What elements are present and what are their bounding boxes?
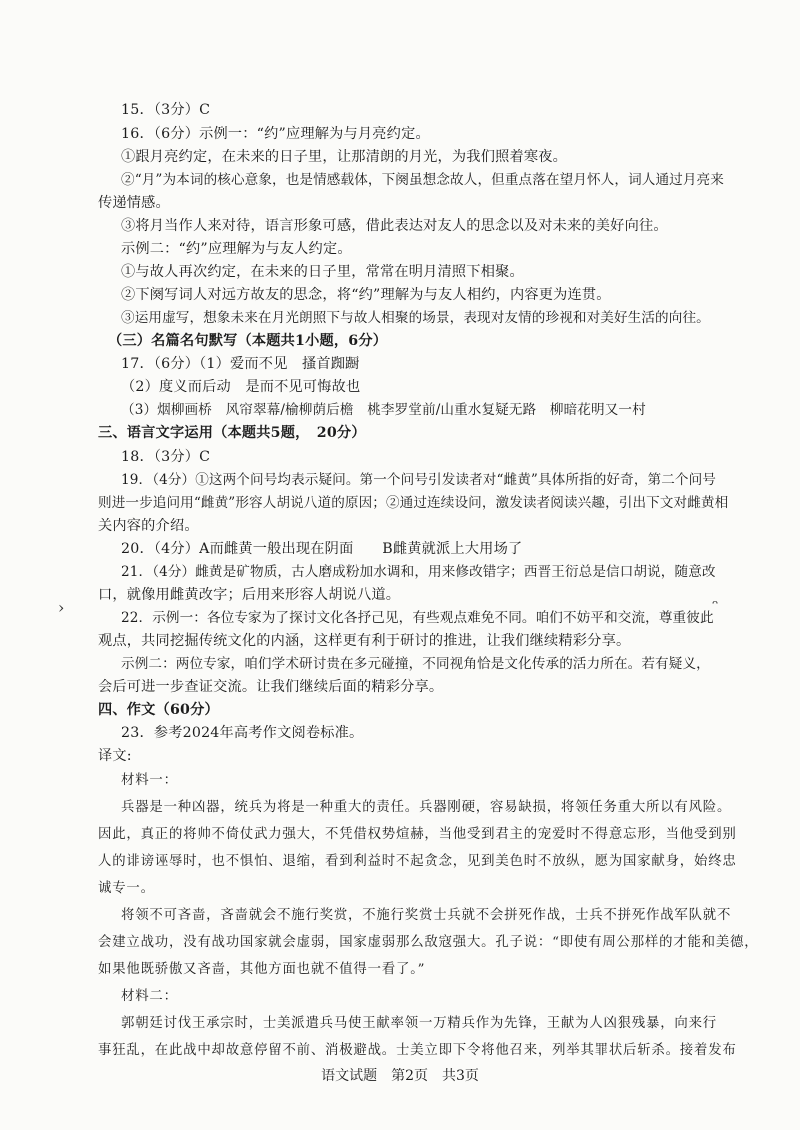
answer-22-example-1: 22．示例一：各位专家为了探讨文化各抒己见，有些观点难免不同。咱们不妨平和交流，尊重彼此 bbox=[121, 610, 714, 626]
answer-19-cont-2: 关内容的介绍。 bbox=[98, 518, 199, 534]
material-2-heading: 材料二： bbox=[121, 989, 178, 1004]
answer-16-point-3: ③将月当作人来对待，语言形象可感，借此表达对友人的思念以及对未来的美好向往。 bbox=[121, 218, 668, 234]
answer-16-ex2-point-3: ③运用虚写，想象未来在月光朗照下与故人相聚的场景，表现对友情的珍视和对美好生活的向往。 bbox=[121, 310, 710, 326]
answer-22-example-2-cont: 会后可进一步查证交流。让我们继续后面的精彩分享。 bbox=[98, 679, 444, 695]
material-1-line-4: 诚专一。 bbox=[98, 881, 155, 896]
material-2-line-2: 事狂乱，在此战中却故意停留不前、消极避战。士美立即下令将他召来，列举其罪状后斩杀。接着发布 bbox=[98, 1043, 737, 1058]
answer-21-cont: 口，就像用雌黄改字；后用来形容人胡说八道。 bbox=[98, 587, 401, 603]
material-1-line-3: 人的诽谤诬辱时，也不惧怕、退缩，看到利益时不起贪念，见到美色时不放纵，愿为国家献身，始终忠 bbox=[98, 854, 737, 869]
material-1-line-2: 因此，真正的将帅不倚仗武力强大，不凭借权势煊赫，当他受到君主的宠爱时不得意忘形，当他受到别 bbox=[98, 827, 737, 842]
answer-18: 18．（3分）C bbox=[121, 449, 211, 465]
section-language-heading: 三、语言文字运用（本题共5题， 20分） bbox=[98, 425, 366, 441]
material-2-line-1: 郭朝廷讨伐王承宗时，士美派遣兵马使王献率领一万精兵作为先锋，王献为人凶狠残暴，向来行 bbox=[121, 1016, 718, 1031]
section-essay-heading: 四、作文（60分） bbox=[98, 702, 219, 718]
material-1-heading: 材料一： bbox=[121, 773, 178, 788]
material-1-line-1: 兵器是一种凶器，统兵为将是一种重大的责任。兵器刚硬，容易缺损，将领任务重大所以有风险。 bbox=[121, 800, 732, 815]
page-footer: 语文试题 第2页 共3页 bbox=[321, 1068, 479, 1084]
answer-15: 15．（3分）C bbox=[121, 102, 211, 118]
answer-16-ex2-point-1: ①与故人再次约定，在未来的日子里，常常在明月清照下相聚。 bbox=[121, 264, 524, 280]
answer-23: 23．参考2024年高考作文阅卷标准。 bbox=[121, 725, 364, 741]
answer-16-point-1: ①跟月亮约定，在未来的日子里，让那清朗的月光，为我们照着寒夜。 bbox=[121, 149, 568, 165]
answer-16-heading: 16．（6分）示例一：“约”应理解为与月亮约定。 bbox=[121, 126, 430, 142]
pen-mark-icon: › bbox=[58, 598, 65, 617]
answer-16-example-2: 示例二：“约”应理解为与友人约定。 bbox=[121, 241, 352, 257]
material-1-para-2-line-3: 如果他既骄傲又吝啬，其他方面也就不值得一看了。” bbox=[98, 962, 426, 977]
answer-21: 21．（4分）雌黄是矿物质，古人磨成粉加水调和，用来修改错字；西晋王衍总是信口胡说，随意改 bbox=[121, 564, 716, 580]
answer-22-example-2: 示例二：两位专家，咱们学术研讨贵在多元碰撞，不同视角恰是文化传承的活力所在。若有疑义， bbox=[121, 656, 710, 672]
answer-16-point-2-cont: 传递情感。 bbox=[98, 195, 170, 211]
answer-20: 20．（4分）A而雌黄一般出现在阴面 B雌黄就派上大用场了 bbox=[121, 541, 523, 557]
answer-19: 19．（4分）①这两个问号均表示疑问。第一个问号引发读者对“雌黄”具体所指的好奇，第二个问号 bbox=[121, 472, 716, 488]
answer-17-1: 17．（6分）（1）爱而不见 搔首踟蹰 bbox=[121, 356, 360, 372]
material-1-para-2-line-1: 将领不可吝啬，吝啬就会不施行奖赏，不施行奖赏士兵就不会拼死作战，士兵不拼死作战军队就不 bbox=[121, 908, 732, 923]
answer-17-3: （3）烟柳画桥 风帘翠幕/榆柳荫后檐 桃李罗堂前/山重水复疑无路 柳暗花明又一村 bbox=[121, 402, 646, 418]
section-3-heading: （三）名篇名句默写（本题共1小题，6分） bbox=[108, 333, 388, 349]
answer-17-2: （2）度义而后动 是而不见可悔故也 bbox=[121, 379, 361, 395]
answer-16-point-2: ②“月”为本词的核心意象，也是情感载体，下阕虽想念故人，但重点落在望月怀人，词人通过月亮来 bbox=[121, 172, 724, 188]
translation-heading: 译文: bbox=[98, 748, 132, 764]
answer-22-example-1-cont: 观点，共同挖掘传统文化的内涵，这样更有利于研讨的推进，让我们继续精彩分享。 bbox=[98, 633, 631, 649]
material-1-para-2-line-2: 会建立战功，没有战功国家就会虚弱，国家虚弱那么敌寇强大。孔子说：“即使有周公那样的才能和美德， bbox=[98, 935, 759, 950]
pen-mark-icon: ᵔ bbox=[712, 596, 719, 615]
answer-16-ex2-point-2: ②下阕写词人对远方故友的思念，将“约”理解为与友人相约，内容更为连贯。 bbox=[121, 287, 611, 303]
answer-19-cont-1: 则进一步追问用“雌黄”形容人胡说八道的原因；②通过连续设问，激发读者阅读兴趣，引出下文对雌黄相 bbox=[98, 495, 729, 511]
